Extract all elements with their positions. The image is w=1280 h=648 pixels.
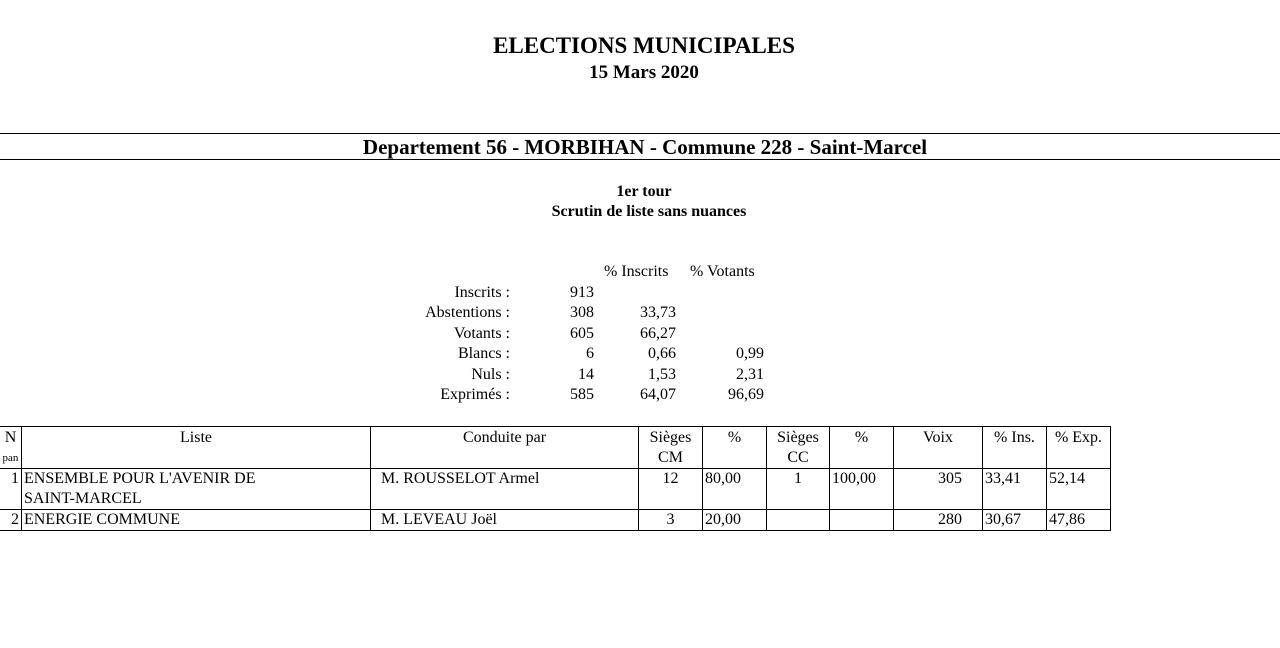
cell-sieges-cm: 12	[639, 469, 703, 510]
stat-count: 913	[570, 284, 594, 301]
divider-bottom	[0, 159, 1280, 160]
stat-count: 6	[586, 345, 594, 362]
stat-label: Votants :	[453, 325, 510, 342]
round-label: 1er tour	[616, 183, 672, 200]
stat-count: 605	[570, 325, 594, 342]
stat-count: 14	[578, 366, 594, 383]
stat-label: Nuls :	[471, 366, 510, 383]
results-table	[0, 426, 1111, 531]
header-empty	[371, 448, 639, 469]
header-empty	[703, 448, 767, 469]
header-liste: Liste	[22, 427, 371, 449]
cell-n: 2	[0, 510, 22, 531]
header-empty	[22, 448, 371, 469]
cell-liste	[22, 469, 371, 510]
header-pct-cc: %	[830, 427, 894, 449]
cell-pct-exp: 52,14	[1047, 469, 1111, 510]
cell-liste	[22, 510, 371, 531]
cell-liste-line1: ENSEMBLE POUR L'AVENIR DE	[24, 470, 256, 487]
stat-pct-inscrits: 64,07	[640, 386, 676, 403]
stat-label: Abstentions :	[425, 304, 510, 321]
table-header-subrow	[0, 448, 1111, 469]
cell-pct-cm: 80,00	[703, 469, 767, 510]
header-n: N	[0, 427, 22, 449]
stat-count: 308	[570, 304, 594, 321]
cell-n: 1	[0, 469, 22, 510]
stat-count: 585	[570, 386, 594, 403]
department-heading: Departement 56 - MORBIHAN - Commune 228 - Saint-Marcel	[362, 135, 928, 159]
header-sieges-cm: Sièges	[639, 427, 703, 449]
table-header-row	[0, 427, 1111, 449]
stat-pct-inscrits: 66,27	[640, 325, 676, 342]
stat-label: Inscrits :	[454, 284, 510, 301]
cell-sieges-cm: 3	[639, 510, 703, 531]
cell-voix: 280	[894, 510, 983, 531]
header-conduite: Conduite par	[371, 427, 639, 449]
cell-sieges-cc	[767, 510, 830, 531]
cell-pct-cc	[830, 510, 894, 531]
header-empty	[1047, 448, 1111, 469]
cell-liste-line2: SAINT-MARCEL	[24, 490, 142, 507]
election-date: 15 Mars 2020	[589, 62, 699, 83]
header-empty	[830, 448, 894, 469]
header-empty	[983, 448, 1047, 469]
header-voix: Voix	[894, 427, 983, 449]
stat-pct-inscrits: 1,53	[648, 366, 676, 383]
header-n-sub: pan	[0, 448, 22, 469]
cell-voix: 305	[894, 469, 983, 510]
cell-pct-ins: 33,41	[983, 469, 1047, 510]
cell-conduite: M. ROUSSELOT Armel	[371, 469, 639, 510]
page-title: ELECTIONS MUNICIPALES	[493, 33, 795, 58]
cell-sieges-cc: 1	[767, 469, 830, 510]
cell-pct-cc: 100,00	[830, 469, 894, 510]
cell-conduite: M. LEVEAU Joël	[371, 510, 639, 531]
header-sieges-cc: Sièges	[767, 427, 830, 449]
cell-liste-line1: ENERGIE COMMUNE	[24, 511, 180, 528]
cell-pct-ins: 30,67	[983, 510, 1047, 531]
stat-pct-votants: 96,69	[728, 386, 764, 403]
header-empty	[894, 448, 983, 469]
stat-pct-inscrits: 33,73	[640, 304, 676, 321]
header-sieges-cc-sub: CC	[767, 448, 830, 469]
stat-pct-inscrits: 0,66	[648, 345, 676, 362]
cell-pct-exp: 47,86	[1047, 510, 1111, 531]
header-sieges-cm-sub: CM	[639, 448, 703, 469]
stats-col-votants: % Votants	[690, 263, 755, 280]
table-row	[0, 469, 1111, 510]
stat-label: Blancs :	[458, 345, 510, 362]
table-row	[0, 510, 1111, 531]
stats-col-inscrits: % Inscrits	[604, 263, 669, 280]
cell-pct-cm: 20,00	[703, 510, 767, 531]
stat-pct-votants: 0,99	[736, 345, 764, 362]
stat-pct-votants: 2,31	[736, 366, 764, 383]
header-pct-ins: % Ins.	[983, 427, 1047, 449]
header-pct-exp: % Exp.	[1047, 427, 1111, 449]
ballot-type: Scrutin de liste sans nuances	[551, 203, 747, 220]
header-pct-cm: %	[703, 427, 767, 449]
stat-label: Exprimés :	[440, 386, 510, 403]
